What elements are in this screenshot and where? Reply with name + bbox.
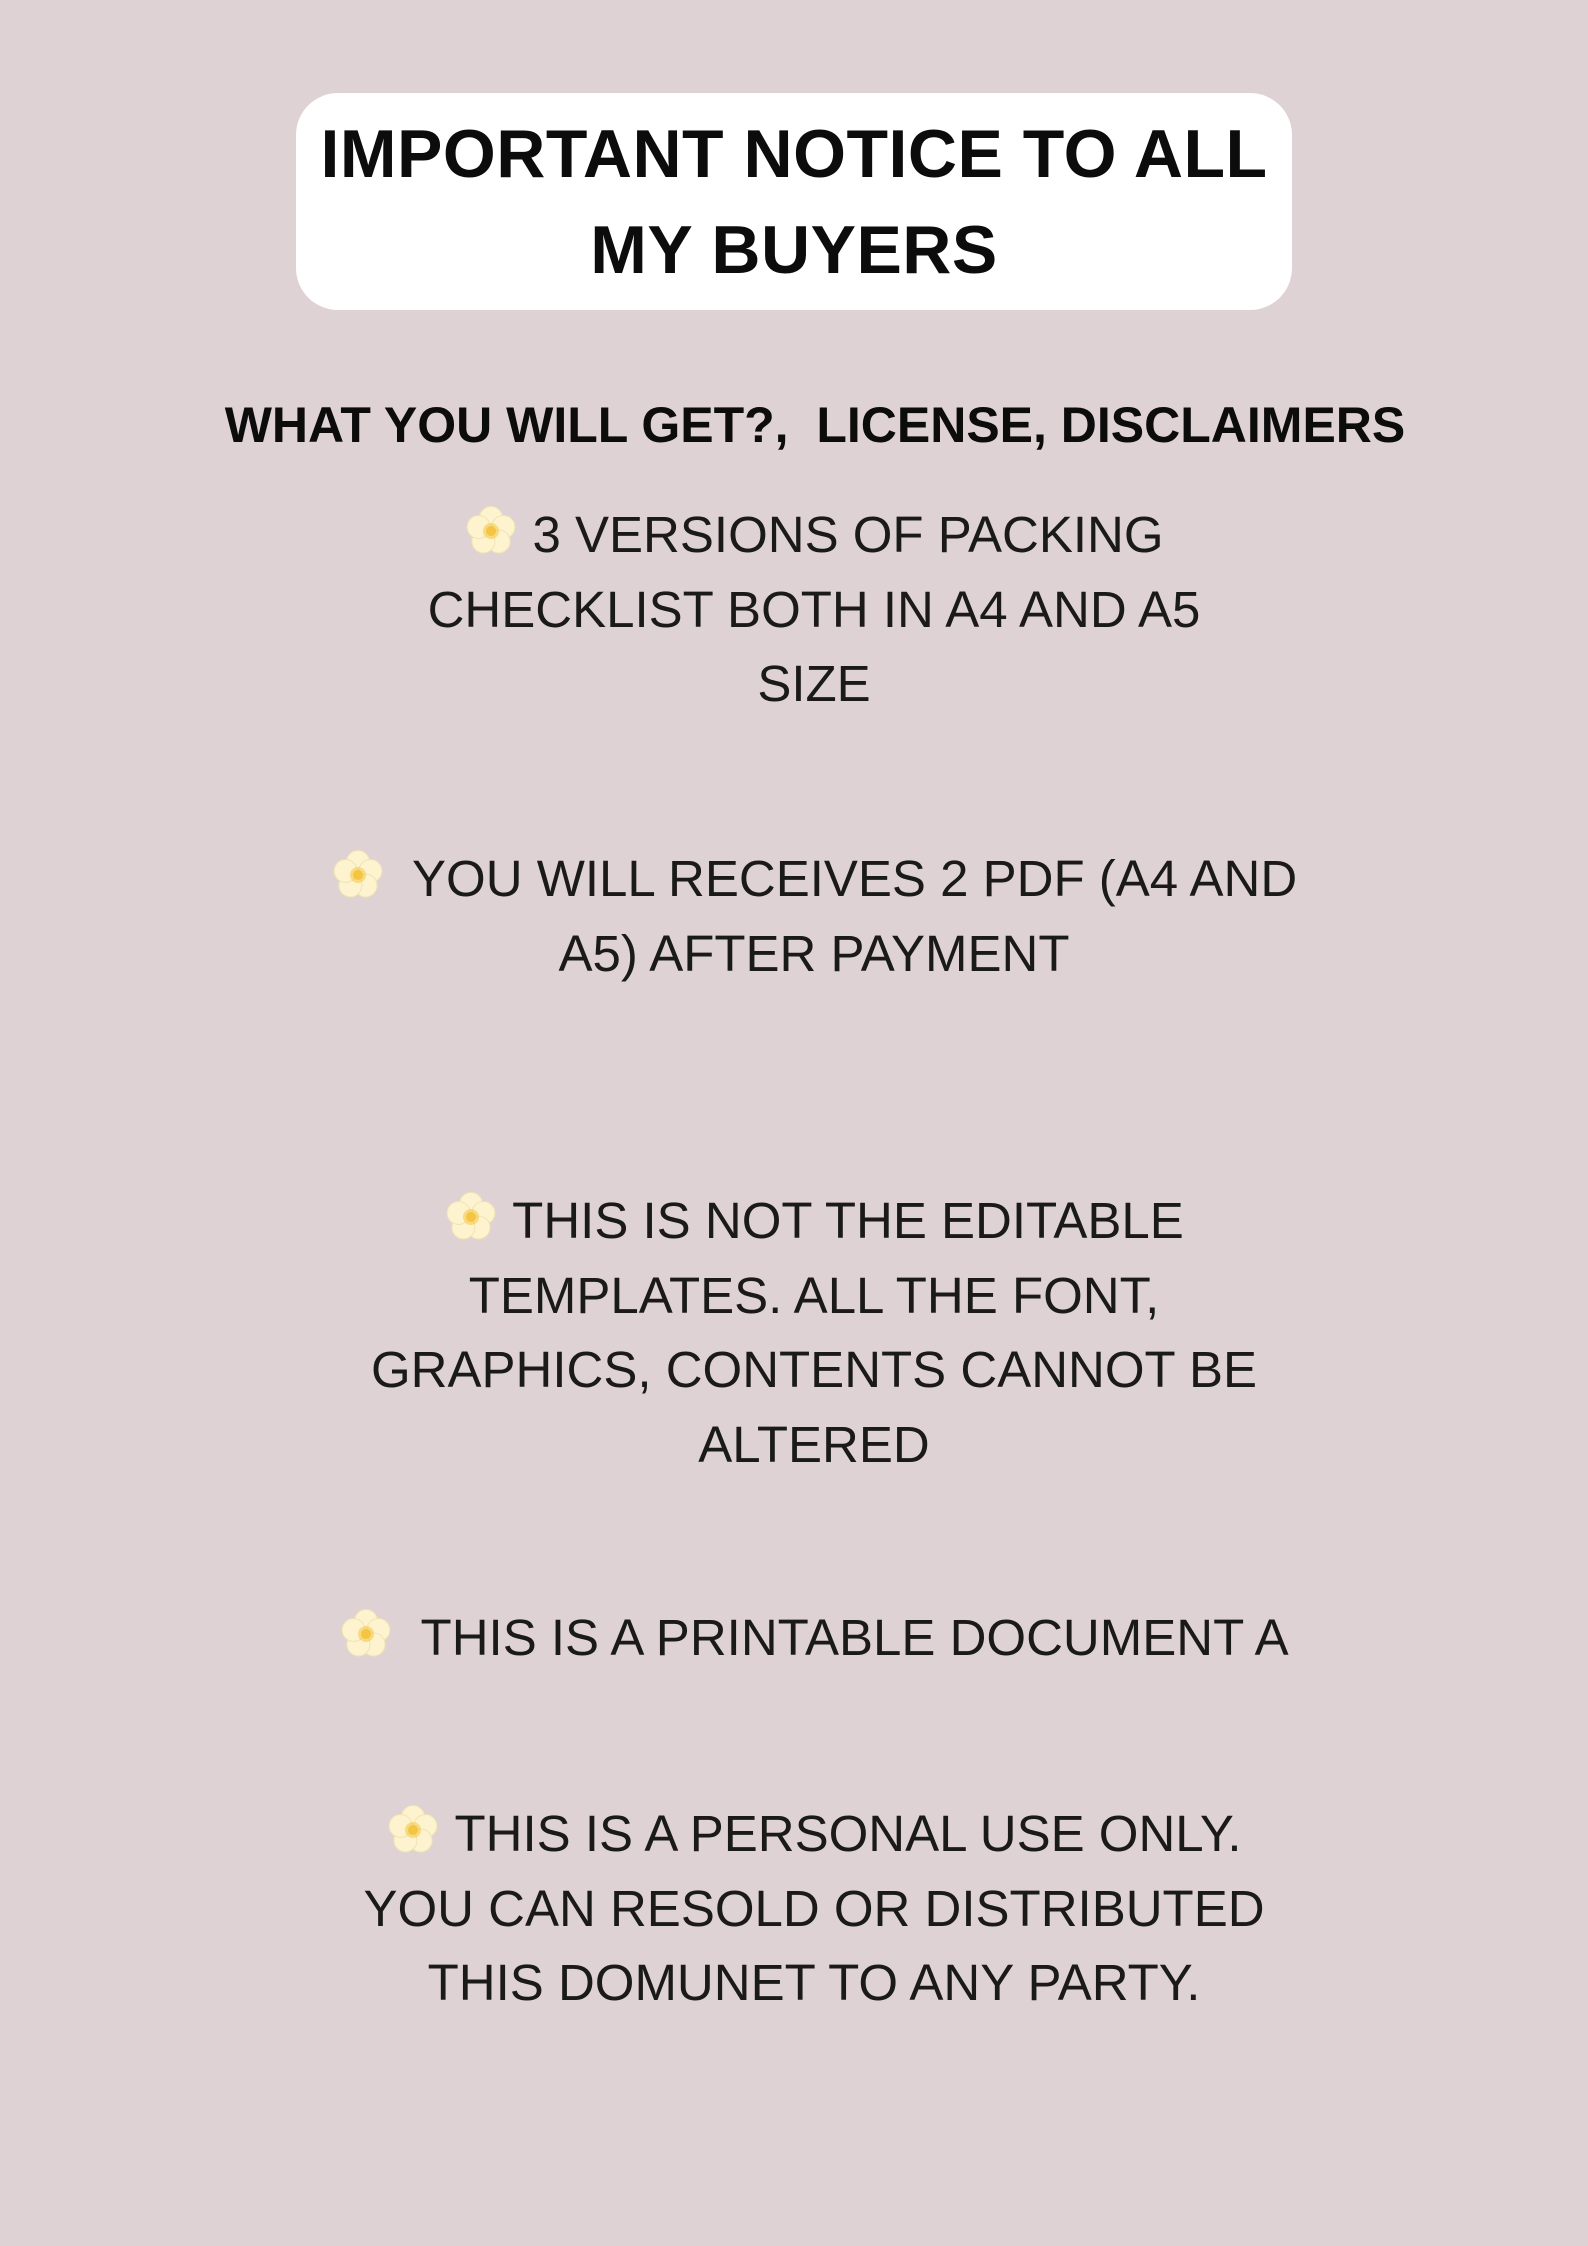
flower-icon [386, 1803, 440, 1857]
title-line-1: IMPORTANT NOTICE TO ALL [320, 115, 1268, 192]
item-text-rest: A5) AFTER PAYMENT [558, 924, 1070, 982]
list-item [320, 498, 1308, 722]
list-item [320, 842, 1308, 991]
flower-icon [331, 848, 385, 902]
item-text-rest: CHECKLIST BOTH IN A4 AND A5 SIZE [427, 580, 1201, 712]
flower-icon [339, 1607, 393, 1661]
item-text-first: THIS IS NOT THE EDITABLE [512, 1192, 1184, 1249]
item-text-rest: TEMPLATES. ALL THE FONT, GRAPHICS, CONTENTS CANNOT BE ALTERED [370, 1266, 1257, 1473]
page-title [320, 106, 1267, 298]
item-text-first: THIS IS A PERSONAL USE ONLY. [454, 1805, 1242, 1862]
list-item [320, 1797, 1308, 2021]
flower-icon [464, 504, 518, 558]
list-item [320, 1601, 1308, 1676]
item-text-first: YOU WILL RECEIVES 2 PDF (A4 AND [398, 850, 1298, 907]
item-text-first: 3 VERSIONS OF PACKING [532, 506, 1164, 563]
item-text-rest: YOU CAN RESOLD OR DISTRIBUTED THIS DOMUNET TO ANY PARTY. [363, 1879, 1265, 2011]
flower-icon [444, 1190, 498, 1244]
title-box [296, 93, 1292, 310]
item-text-first: THIS IS A PRINTABLE DOCUMENT A [407, 1609, 1289, 1666]
list-item [320, 1184, 1308, 1482]
title-line-2: MY BUYERS [590, 211, 998, 288]
section-subtitle: WHAT YOU WILL GET?, LICENSE, DISCLAIMERS [224, 397, 1406, 453]
